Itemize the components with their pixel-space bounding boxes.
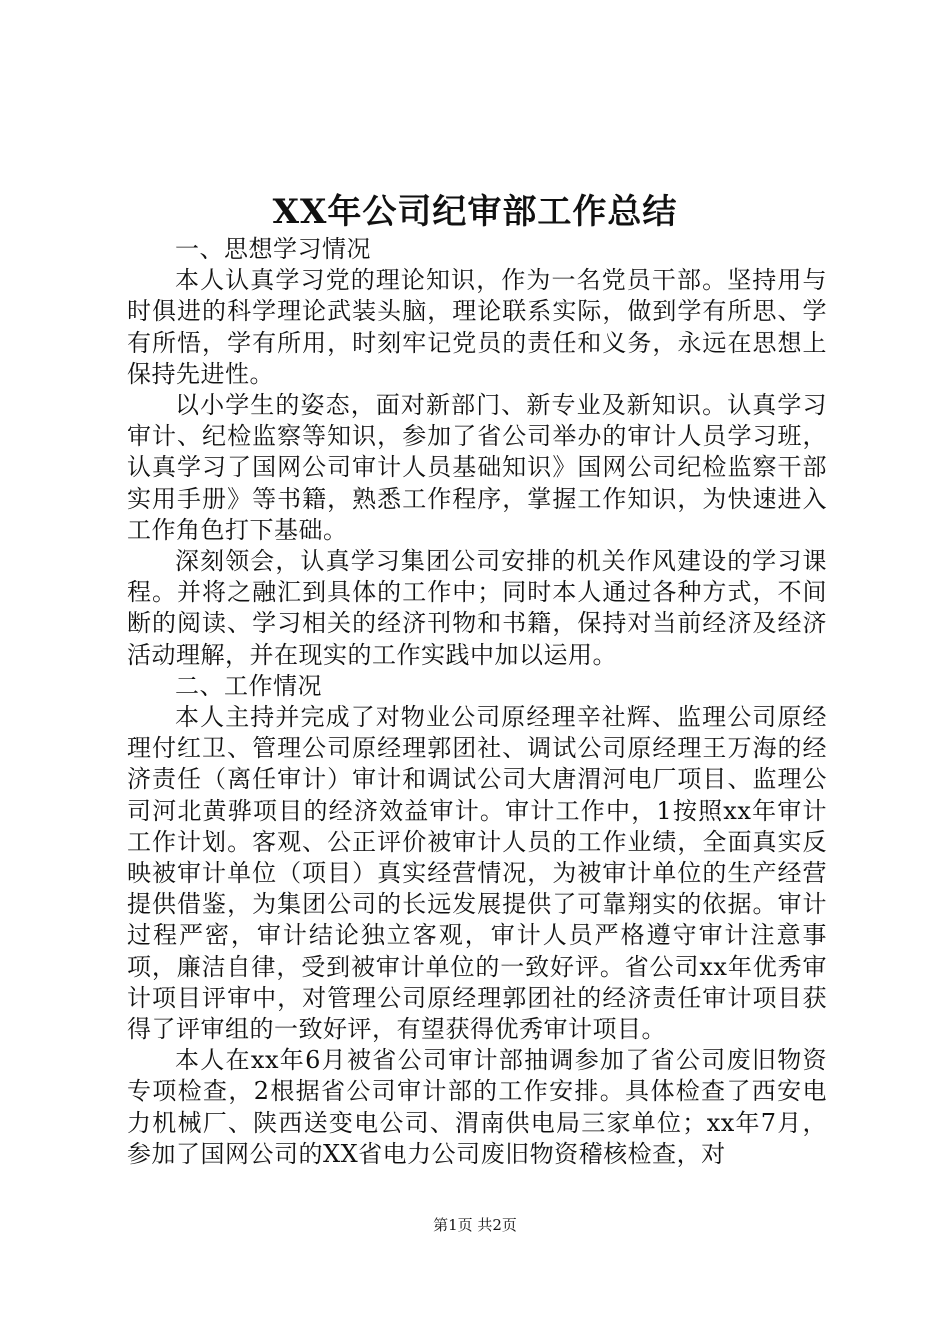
page-number-footer: 第1页 共2页: [433, 1216, 517, 1234]
document-title: XX年公司纪审部工作总结: [272, 192, 678, 232]
paragraph-4: 本人主持并完成了对物业公司原经理辛社辉、监理公司原经理付红卫、管理公司原经理郭团社、调试公司原经理王万海的经济责任（离任审计）审计和调试公司大唐渭河电厂项目、监理公司河北黄骅项目的经济效益审计。审计工作中，1按照xx年审计工作计划。客观、公正评价被审计人员的工作业绩，全面真实反映被审计单位（项目）真实经营情况，为被审计单位的生产经营提供借鉴，为集团公司的长远发展提供了可靠翔实的依据。审计过程严密，审计结论独立客观，审计人员严格遵守审计注意事项，廉洁自律，受到被审计单位的一致好评。省公司xx年优秀审计项目评审中，对管理公司原经理郭团社的经济责任审计项目获得了评审组的一致好评，有望获得优秀审计项目。: [127, 703, 827, 1044]
section-heading-1: 一、思想学习情况: [175, 235, 371, 263]
paragraph-5: 本人在xx年6月被省公司审计部抽调参加了省公司废旧物资专项检查，2根据省公司审计部的工作安排。具体检查了西安电力机械厂、陕西送变电公司、渭南供电局三家单位；xx年7月，参加了国网公司的XX省电力公司废旧物资稽核检查，对: [127, 1046, 827, 1168]
document-body: [127, 234, 827, 1170]
paragraph-1: 本人认真学习党的理论知识，作为一名党员干部。坚持用与时俱进的科学理论武装头脑，理论联系实际，做到学有所思、学有所悟，学有所用，时刻牢记党员的责任和义务，永远在思想上保持先进性。: [127, 266, 827, 388]
paragraph-2: 以小学生的姿态，面对新部门、新专业及新知识。认真学习审计、纪检监察等知识，参加了省公司举办的审计人员学习班，认真学习了国网公司审计人员基础知识》国网公司纪检监察干部实用手册》等书籍，熟悉工作程序，掌握工作知识，为快速进入工作角色打下基础。: [127, 391, 827, 544]
paragraph-3: 深刻领会，认真学习集团公司安排的机关作风建设的学习课程。并将之融汇到具体的工作中；同时本人通过各种方式，不间断的阅读、学习相关的经济刊物和书籍，保持对当前经济及经济活动理解，并在现实的工作实践中加以运用。: [127, 547, 827, 669]
section-heading-2: 二、工作情况: [175, 671, 322, 700]
